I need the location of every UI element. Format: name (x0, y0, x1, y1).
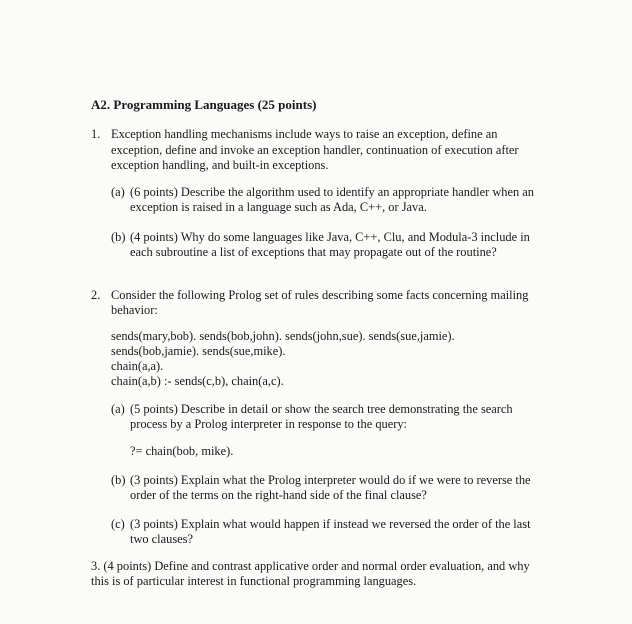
q2-number: 2. (91, 288, 101, 302)
prolog-code-line-2: sends(bob,jamie). sends(sue,mike). (111, 344, 286, 358)
q2-line-1: Consider the following Prolog set of rules describing some facts concerning mailing (111, 288, 529, 302)
q2c-label: (c) (111, 517, 125, 531)
q1b-line-2: each subroutine a list of exceptions that may propagate out of the routine? (130, 245, 497, 259)
q2c-line-2: two clauses? (130, 532, 193, 546)
q2c-line-1: (3 points) Explain what would happen if instead we reversed the order of the last (130, 517, 531, 531)
q3-line-1: 3. (4 points) Define and contrast applicative order and normal order evaluation, and why (91, 559, 530, 573)
q1a-line-2: exception is raised in a language such as Ada, C++, or Java. (130, 200, 427, 214)
q3-line-2: this is of particular interest in functional programming languages. (91, 574, 417, 588)
q1a-line-1: (6 points) Describe the algorithm used to identify an appropriate handler when an (130, 185, 534, 199)
q1a-label: (a) (111, 185, 125, 199)
q1b-label: (b) (111, 230, 126, 244)
q2b-line-1: (3 points) Explain what the Prolog interpreter would do if we were to reverse the (130, 473, 531, 487)
q2a-line-1: (5 points) Describe in detail or show the search tree demonstrating the search (130, 402, 513, 416)
q1-line-2: exception, define and invoke an exception handler, continuation of execution after (111, 143, 519, 157)
prolog-code-line-1: sends(mary,bob). sends(bob,john). sends(john,sue). sends(sue,jamie). (111, 329, 455, 343)
q1b-line-1: (4 points) Why do some languages like Java, C++, Clu, and Modula-3 include in (130, 230, 530, 244)
q1-line-1: Exception handling mechanisms include ways to raise an exception, define an (111, 127, 498, 141)
prolog-code-line-3: chain(a,a). (111, 359, 164, 373)
q2a-label: (a) (111, 402, 125, 416)
q2a-line-2: process by a Prolog interpreter in response to the query: (130, 417, 407, 431)
section-title: A2. Programming Languages (25 points) (91, 97, 317, 112)
q1-line-3: exception handling, and built-in exceptions. (111, 158, 329, 172)
q1-number: 1. (91, 127, 101, 141)
q2-line-2: behavior: (111, 303, 158, 317)
q2b-line-2: order of the terms on the right-hand side of the final clause? (130, 488, 427, 502)
q2b-label: (b) (111, 473, 126, 487)
q2a-query: ?= chain(bob, mike). (130, 444, 234, 458)
prolog-code-line-4: chain(a,b) :- sends(c,b), chain(a,c). (111, 374, 284, 388)
